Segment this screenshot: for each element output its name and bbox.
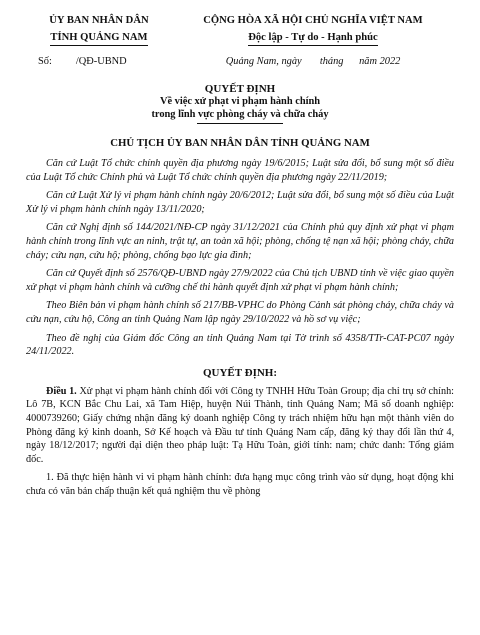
document-header [26, 14, 454, 46]
issuing-authority-line1: ỦY BAN NHÂN DÂN [49, 15, 149, 26]
issuing-authority-block [26, 14, 172, 46]
decision-heading: QUYẾT ĐỊNH: [202, 366, 278, 379]
article-1 [26, 385, 454, 467]
preamble-paragraph: Căn cứ Nghị định số 144/2021/NĐ-CP ngày 31/12/2021 của Chính phủ quy định xử phạt vi phạm hành chính trong lĩnh vực an ninh, trật tự, an toàn xã hội; phòng, chống tệ nạn xã hội; phòng cháy, chữa cháy; cứu nạn, cứu hộ; phòng, chống bạo lực gia đình; [26, 222, 454, 261]
document-subject-line2: trong lĩnh vực phòng cháy và chữa cháy [151, 109, 329, 120]
subject-underline [197, 123, 283, 124]
document-number-code: /QĐ-UBND [75, 56, 127, 67]
preamble-paragraph: Căn cứ Luật Tổ chức chính quyền địa phương ngày 19/6/2015; Luật sửa đổi, bổ sung một số điều của Luật Tổ chức Chính phủ và Luật Tổ chức chính quyền địa phương ngày 22/11/2019; [26, 158, 454, 183]
document-number-label: Số: [38, 56, 52, 67]
article-1-label: Điều 1. [46, 385, 77, 397]
preamble-paragraph: Theo Biên bản vi phạm hành chính số 217/BB-VPHC do Phòng Cảnh sát phòng cháy, chữa cháy và cứu nạn, cứu hộ, Công an tỉnh Quảng Nam lập ngày 29/10/2022 và hồ sơ vụ việc; [26, 300, 454, 325]
place-date-line: Quảng Nam, ngày tháng năm 2022 [225, 56, 401, 67]
article-1-point-1: 1. Đã thực hiện hành vi vi phạm hành chính: đưa hạng mục công trình vào sử dụng, hoạt động khi chưa có văn bản chấp thuận kết quả nghiệm thu về phòng [26, 472, 454, 497]
article-1-text: Xử phạt vi phạm hành chính đối với Công ty TNHH Hữu Toàn Group; địa chỉ trụ sở chính: Lô 7B, KCN Bắc Chu Lai, xã Tam Hiệp, huyện Núi Thành, tỉnh Quảng Nam; Mã số doanh nghiệp: 4000739260; Giấy chứng nhận đăng ký doanh nghiệp Công ty trách nhiệm hữu hạn một thành viên do Phòng đăng ký kinh doanh, Sở Kế hoạch và Đầu tư tỉnh Quảng Nam cấp, đăng ký thay đổi lần thứ 4, ngày 18/12/2017; người đại diện theo pháp luật: Tạ Hữu Toàn, giới tính: nam; chức danh: Tổng giám đốc. [26, 385, 455, 465]
preamble-paragraph: Theo đề nghị của Giám đốc Công an tỉnh Quảng Nam tại Tờ trình số 4358/TTr-CAT-PC07 ngày 24/11/2022. [26, 332, 454, 358]
document-number [26, 56, 172, 67]
document-meta [26, 56, 454, 67]
document-subject-line1: Về việc xử phạt vi phạm hành chính [159, 96, 321, 107]
nation-name: CỘNG HÒA XÃ HỘI CHỦ NGHĨA VIỆT NAM [203, 15, 423, 26]
document-title: QUYẾT ĐỊNH [204, 83, 276, 95]
issuing-authority-line2: TỈNH QUẢNG NAM [50, 31, 147, 46]
preamble-paragraph: Căn cứ Luật Xử lý vi phạm hành chính ngày 20/6/2012; Luật sửa đổi, bổ sung một số điều của Luật Xử lý vi phạm hành chính ngày 13/11/2020; [26, 190, 454, 215]
preamble-paragraph: Căn cứ Quyết định số 2576/QĐ-UBND ngày 27/9/2022 của Chủ tịch UBND tỉnh về việc giao quyền xử phạt vi phạm hành chính và cưỡng chế thi hành quyết định xử phạt vi phạm hành chính; [26, 268, 454, 293]
national-motto: Độc lập - Tự do - Hạnh phúc [248, 31, 378, 46]
signing-authority: CHỦ TỊCH ỦY BAN NHÂN DÂN TỈNH QUẢNG NAM [110, 137, 370, 149]
national-motto-block [172, 14, 454, 46]
